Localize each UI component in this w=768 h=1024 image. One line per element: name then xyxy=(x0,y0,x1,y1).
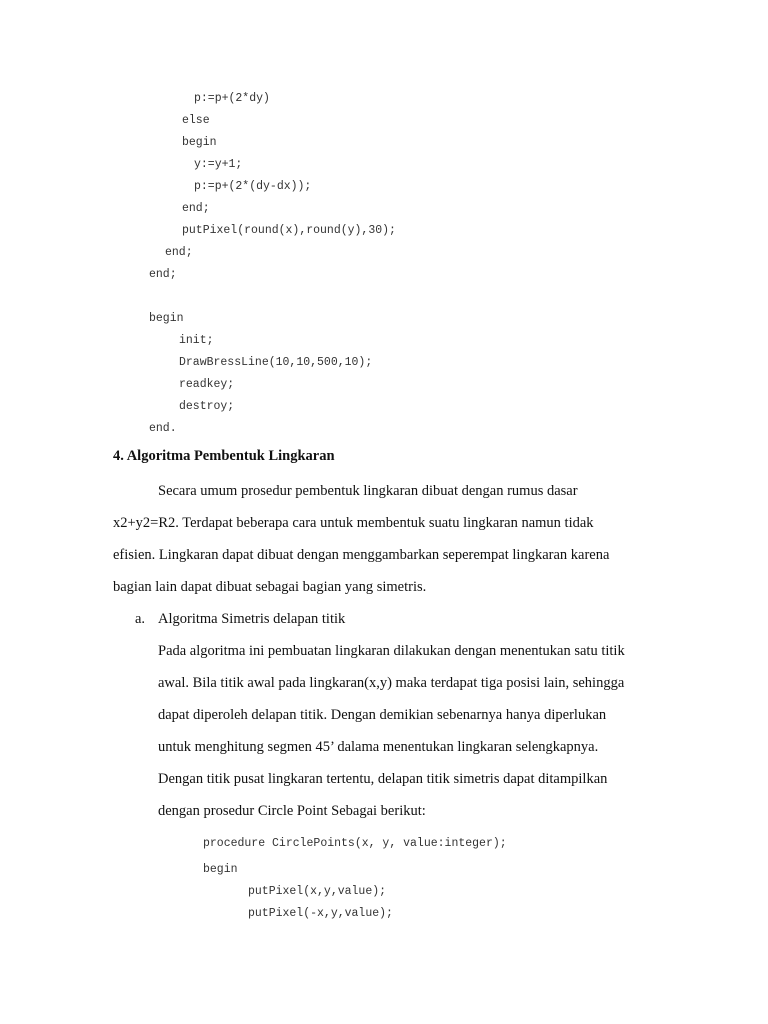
paragraph-line: x2+y2=R2. Terdapat beberapa cara untuk membentuk suatu lingkaran namun tidak xyxy=(113,515,594,531)
code-line: end; xyxy=(182,202,210,215)
code-line: else xyxy=(182,114,210,127)
paragraph-line: efisien. Lingkaran dapat dibuat dengan menggambarkan seperempat lingkaran karena xyxy=(113,547,610,563)
code-line: putPixel(x,y,value); xyxy=(248,885,387,898)
code-line: begin xyxy=(149,312,184,325)
code-line: procedure CirclePoints(x, y, value:integer); xyxy=(203,837,507,850)
code-line: y:=y+1; xyxy=(194,158,243,171)
paragraph-line: Pada algoritma ini pembuatan lingkaran dilakukan dengan menentukan satu titik xyxy=(158,643,625,659)
code-line: p:=p+(2*dy) xyxy=(194,92,270,105)
code-line: begin xyxy=(182,136,217,149)
paragraph-line: bagian lain dapat dibuat sebagai bagian yang simetris. xyxy=(113,579,427,595)
paragraph-line: dapat diperoleh delapan titik. Dengan demikian sebenarnya hanya diperlukan xyxy=(158,707,607,723)
list-item-title: Algoritma Simetris delapan titik xyxy=(158,611,346,627)
paragraph-line: dengan prosedur Circle Point Sebagai berikut: xyxy=(158,803,426,819)
paragraph-line: Secara umum prosedur pembentuk lingkaran dibuat dengan rumus dasar xyxy=(158,483,578,499)
code-line: end; xyxy=(165,246,193,259)
code-line: putPixel(round(x),round(y),30); xyxy=(182,224,396,237)
code-line: putPixel(-x,y,value); xyxy=(248,907,393,920)
code-line: begin xyxy=(203,863,238,876)
paragraph-line: untuk menghitung segmen 45’ dalama menentukan lingkaran selengkapnya. xyxy=(158,739,599,755)
code-line: p:=p+(2*(dy-dx)); xyxy=(194,180,312,193)
list-marker: a. xyxy=(135,611,146,627)
code-line: readkey; xyxy=(179,378,235,391)
code-line: end; xyxy=(149,268,177,281)
code-line: end. xyxy=(149,422,177,435)
code-line: init; xyxy=(179,334,214,347)
code-line: destroy; xyxy=(179,400,235,413)
code-line: DrawBressLine(10,10,500,10); xyxy=(179,356,373,369)
section-heading: 4. Algoritma Pembentuk Lingkaran xyxy=(113,448,335,464)
paragraph-line: awal. Bila titik awal pada lingkaran(x,y) maka terdapat tiga posisi lain, sehingga xyxy=(158,675,625,691)
paragraph-line: Dengan titik pusat lingkaran tertentu, delapan titik simetris dapat ditampilkan xyxy=(158,771,608,787)
